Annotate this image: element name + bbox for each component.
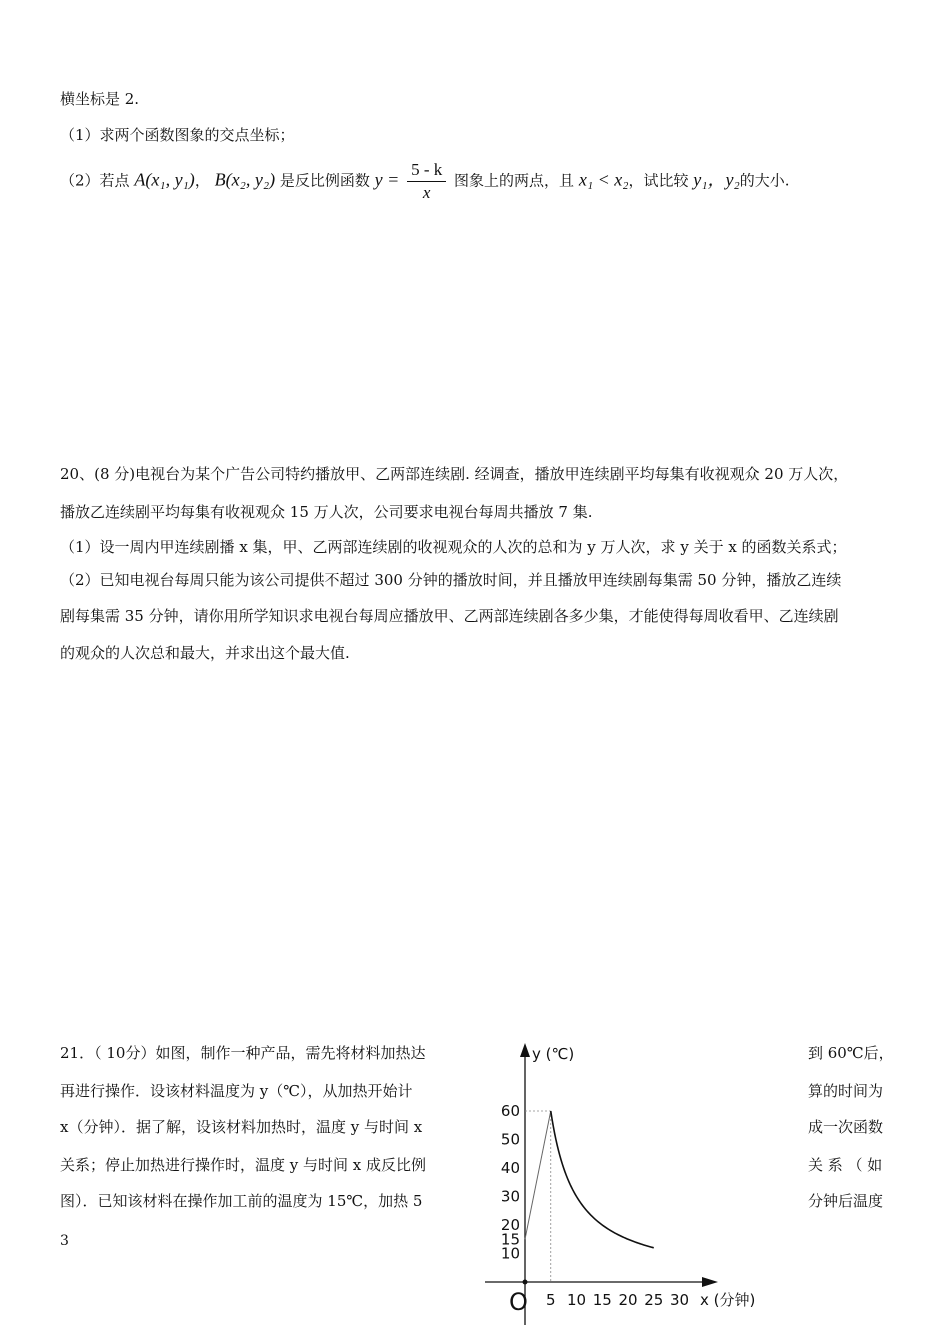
q21-right-line-1: 到 60℃后， — [808, 1044, 894, 1062]
q20-line-4: （2）已知电视台每周只能为该公司提供不超过 300 分钟的播放时间，并且播放甲连续剧每集需 50 分钟，播放乙连续 — [60, 571, 842, 589]
q19-line0: 横坐标是 2. — [60, 90, 140, 108]
y-tick-label: 60 — [500, 1102, 520, 1120]
x-axis-arrow — [702, 1277, 718, 1287]
q21-left-line-3: x（分钟）．据了解，设该材料加热时，温度 y 与时间 x — [60, 1118, 423, 1136]
q20-line-3: （1）设一周内甲连续剧播 x 集，甲、乙两部连续剧的收视观众的人次的总和为 y 万人次，求 y 关于 x 的函数关系式； — [60, 538, 847, 556]
x-tick-label: 25 — [644, 1291, 664, 1309]
q19-part1: （1）求两个函数图象的交点坐标； — [60, 126, 295, 144]
fraction — [407, 160, 446, 203]
q20-line-1: 20、(8 分)电视台为某个广告公司特约播放甲、乙两部连续剧. 经调查，播放甲连续剧平均每集有收视观众 20 万人次， — [60, 465, 849, 483]
q21-right-line-4: 关 系 （ 如 — [808, 1156, 883, 1174]
linear-segment — [525, 1111, 551, 1239]
y-axis-label: y (℃) — [532, 1045, 575, 1063]
q19-part2 — [60, 160, 790, 203]
q21-left-line-5: 图）．已知该材料在操作加工前的温度为 15℃，加热 5 — [60, 1192, 423, 1210]
q19-part2-mid: 是反比例函数 — [279, 171, 370, 190]
y-tick-label: 10 — [500, 1244, 520, 1263]
condition: x₁ < x₂ — [578, 169, 629, 190]
point-b: B(x₂, y₂) — [214, 169, 276, 190]
x-axis-label: x (分钟) — [700, 1291, 756, 1309]
fraction-numerator: 5 - k — [407, 160, 446, 182]
q21-left-line-1: 21．（ 10分）如图，制作一种产品，需先将材料加热达 — [60, 1044, 426, 1062]
y-tick-label: 40 — [500, 1159, 520, 1177]
q19-part2-suffix: 的大小. — [739, 171, 790, 190]
y-tick-labels — [501, 1102, 520, 1263]
q20-line-6: 的观众的人次总和最大，并求出这个最大值. — [60, 644, 350, 662]
fraction-denominator: x — [422, 183, 431, 202]
inverse-curve — [551, 1111, 654, 1248]
origin-label: O — [509, 1288, 528, 1316]
point-a: A(x₁, y₁) — [134, 169, 195, 190]
data-curves — [525, 1111, 654, 1248]
x-tick-label: 30 — [669, 1291, 690, 1309]
origin-dot — [523, 1280, 528, 1285]
q20-line-5: 剧每集需 35 分钟，请你用所学知识求电视台每周应播放甲、乙两部连续剧各多少集，才能使得每周收看甲、乙连续剧 — [60, 607, 839, 625]
y-tick-label: 15 — [500, 1230, 520, 1249]
q19-part2-sep: ， — [194, 171, 210, 190]
x-tick-label: 20 — [618, 1291, 638, 1309]
q21-right-line-3: 成一次函数 — [808, 1118, 884, 1136]
x-tick-labels — [546, 1291, 689, 1309]
q21-right-line-5: 分钟后温度 — [808, 1192, 884, 1210]
y-tick-label: 50 — [500, 1130, 520, 1149]
q21-right-line-2: 算的时间为 — [808, 1082, 884, 1100]
x-tick-label: 15 — [592, 1291, 612, 1309]
q20-line-2: 播放乙连续剧平均每集有收视观众 15 万人次，公司要求电视台每周共播放 7 集. — [60, 503, 593, 521]
x-tick-label: 10 — [566, 1291, 587, 1309]
func-lhs: y = — [374, 169, 400, 190]
q19-part2-prefix: （2）若点 — [60, 171, 130, 190]
q19-part2-mid2: 图象上的两点，且 — [454, 171, 575, 190]
y-axis-arrow — [520, 1043, 530, 1057]
q21-left-line-4: 关系；停止加热进行操作时，温度 y 与时间 x 成反比例 — [60, 1156, 427, 1174]
page-number: 3 — [60, 1233, 69, 1249]
compare-values: y₁，y₂ — [693, 169, 740, 190]
q21-left-line-2: 再进行操作．设该材料温度为 y（℃），从加热开始计 — [60, 1082, 413, 1100]
q19-part2-mid3: ，试比较 — [628, 171, 689, 190]
y-tick-label: 30 — [500, 1187, 520, 1206]
y-tick-label: 20 — [500, 1216, 520, 1234]
guide-lines — [525, 1111, 551, 1282]
temperature-chart — [480, 1035, 780, 1335]
x-tick-label: 5 — [545, 1291, 556, 1309]
